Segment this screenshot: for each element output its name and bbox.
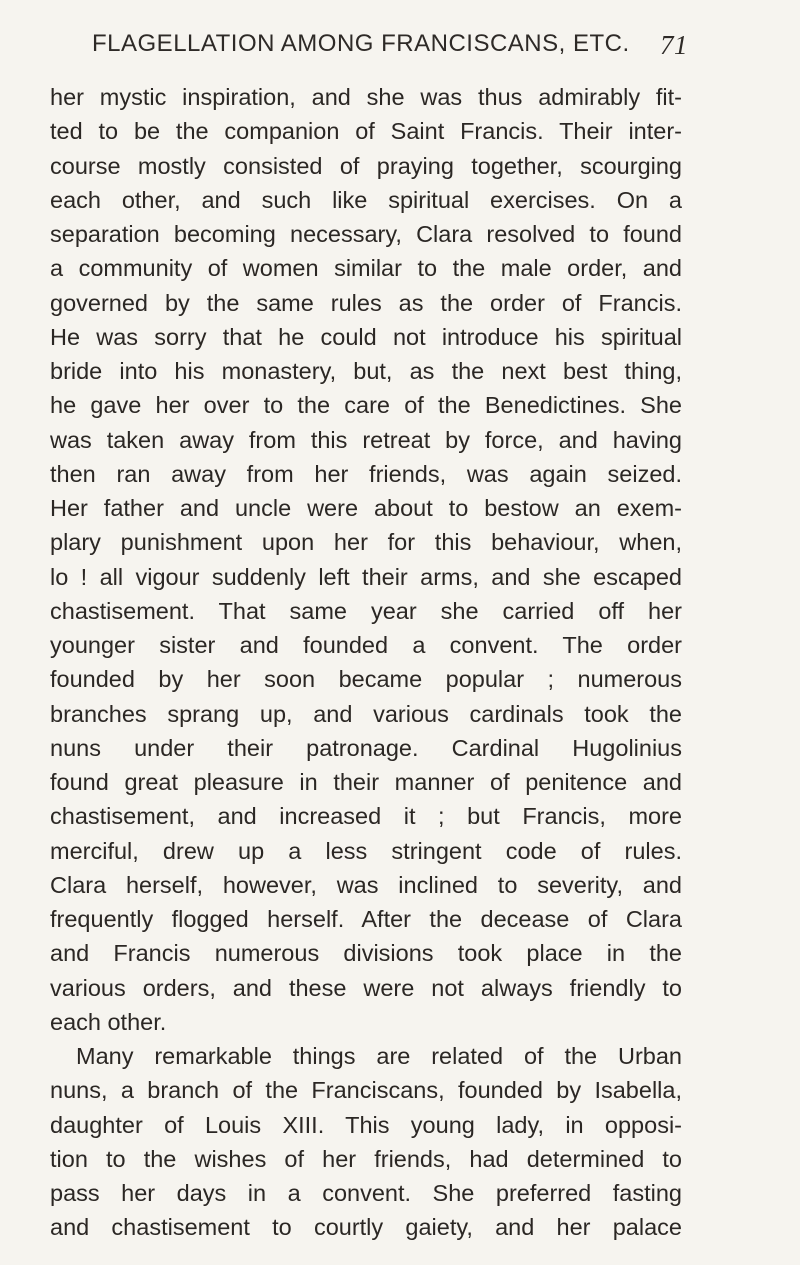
page-number: 71 [660,30,688,60]
text-line: lo ! all vigour suddenly left their arms, and she escaped [50,563,682,590]
text-line: Her father and uncle were about to bestow an exem- [50,495,682,521]
text-line: was taken away from this retreat by force, and having [50,426,682,453]
text-line: younger sister and founded a convent. The order [50,632,682,658]
text-line: branches sprang up, and various cardinals took the [50,700,682,727]
text-line: daughter of Louis XIII. This young lady, in opposi- [50,1111,682,1138]
paragraph-1 [50,80,682,1039]
text-line: separation becoming necessary, Clara resolved to found [50,221,682,247]
text-line: He was sorry that he could not introduce his spiritual [50,323,682,350]
text-line: Many remarkable things are related of the Urban [76,1043,682,1069]
text-line: plary punishment upon her for this behaviour, when, [50,529,682,556]
text-line: ted to be the companion of Saint Francis. Their inter- [50,118,682,145]
body-text [50,80,682,1245]
text-line: merciful, drew up a less stringent code of rules. [50,837,682,864]
text-line: a community of women similar to the male order, and [50,255,682,282]
text-line: frequently flogged herself. After the decease of Clara [50,906,682,932]
text-line: then ran away from her friends, was again seized. [50,460,682,487]
text-line: found great pleasure in their manner of penitence and [50,769,682,795]
text-line: nuns under their patronage. Cardinal Hugolinius [50,734,682,761]
text-line: founded by her soon became popular ; numerous [50,666,682,693]
text-line: various orders, and these were not always friendly to [50,974,682,1001]
text-line: chastisement, and increased it ; but Francis, more [50,803,682,830]
text-line: course mostly consisted of praying together, scourging [50,152,682,179]
text-line: he gave her over to the care of the Benedictines. She [50,392,682,419]
text-line: each other, and such like spiritual exercises. On a [50,186,682,213]
text-line: her mystic inspiration, and she was thus admirably fit- [50,84,682,110]
text-line: governed by the same rules as the order of Francis. [50,289,682,316]
paragraph-2 [50,1039,682,1245]
running-title: FLAGELLATION AMONG FRANCISCANS, ETC. [92,30,630,57]
text-line: nuns, a branch of the Franciscans, founded by Isabella, [50,1077,682,1104]
running-head [92,30,688,64]
text-line: and chastisement to courtly gaiety, and her palace [50,1214,682,1241]
text-line: chastisement. That same year she carried off her [50,597,682,624]
text-line: Clara herself, however, was inclined to severity, and [50,871,682,898]
text-line: pass her days in a convent. She preferred fasting [50,1180,682,1206]
text-line: each other. [50,1008,167,1035]
text-line: bride into his monastery, but, as the next best thing, [50,358,682,384]
text-line: and Francis numerous divisions took place in the [50,940,682,967]
text-line: tion to the wishes of her friends, had determined to [50,1145,682,1172]
